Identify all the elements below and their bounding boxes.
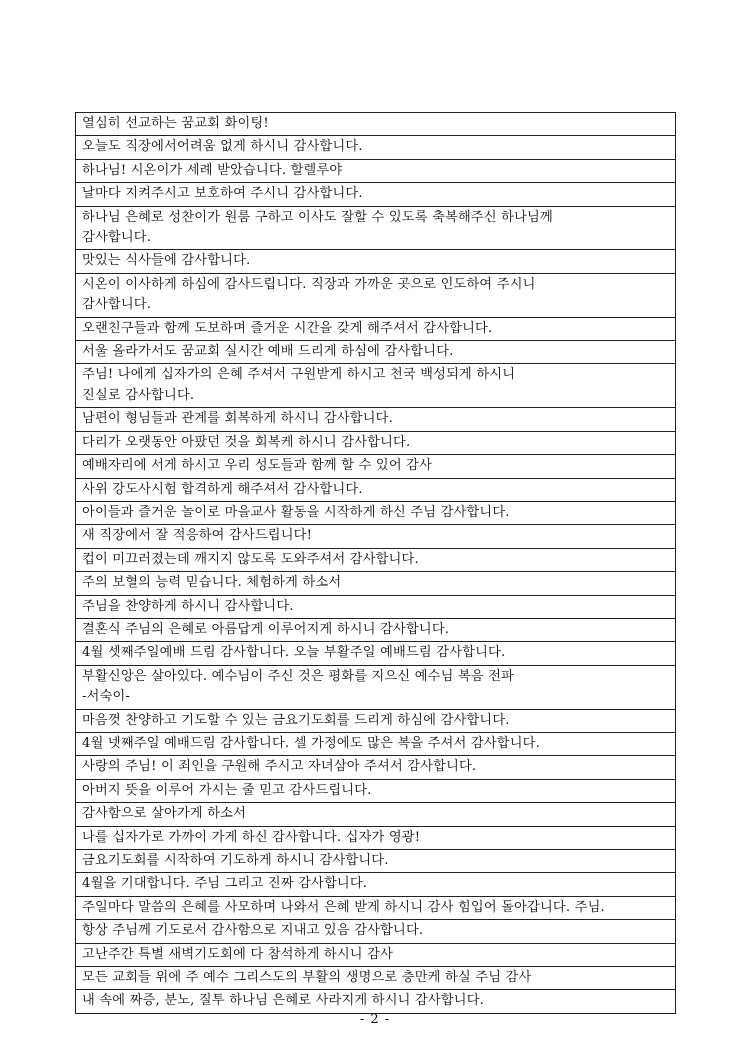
- table-row: [76, 317, 676, 340]
- table-row: [76, 779, 676, 802]
- table-cell: [76, 136, 676, 159]
- table-cell: [76, 850, 676, 873]
- prayer-text: 고난주간 특별 새벽기도회에 다 참석하게 하시니 감사: [82, 946, 394, 962]
- table-cell: [76, 920, 676, 943]
- table-cell: [76, 990, 676, 1013]
- table-row: [76, 341, 676, 364]
- prayer-text: 맛있는 식사들에 감사합니다.: [82, 253, 251, 269]
- page-number: - 2 -: [359, 1012, 391, 1027]
- table-row: [76, 525, 676, 548]
- prayer-text: 남편이 형님들과 관계를 회복하게 하시니 감사합니다.: [82, 411, 394, 427]
- prayer-text: 주일마다 말씀의 은혜를 사모하며 나와서 은혜 받게 하시니 감사 힘입어 돌아갑니다. 주님.: [82, 899, 605, 915]
- table-cell: [76, 455, 676, 478]
- table-row: [76, 595, 676, 618]
- prayer-text: 감사함으로 살아가게 하소서: [82, 806, 247, 822]
- table-row: [76, 618, 676, 641]
- table-cell: [76, 408, 676, 431]
- table-row: [76, 732, 676, 755]
- table-row: [76, 826, 676, 849]
- table-cell: [76, 595, 676, 618]
- table-cell: [76, 250, 676, 273]
- table-row: [76, 478, 676, 501]
- table-row: [76, 431, 676, 454]
- prayer-text: 오늘도 직장에서어려움 없게 하시니 감사합니다.: [82, 139, 363, 155]
- table-row: [76, 408, 676, 431]
- table-cell: [76, 525, 676, 548]
- table-row: [76, 665, 676, 709]
- prayer-text: 주님을 찬양하게 하시니 감사합니다.: [82, 598, 294, 614]
- table-row: [76, 548, 676, 571]
- prayer-text: 나를 십자가로 가까이 가게 하신 감사합니다. 십자가 영광!: [82, 829, 421, 845]
- table-row: [76, 364, 676, 408]
- table-cell: [76, 642, 676, 665]
- prayer-text: 하나님! 시온이가 세례 받았습니다. 할렐루야: [82, 162, 343, 178]
- table-cell: [76, 317, 676, 340]
- table-cell: [76, 431, 676, 454]
- table-row: [76, 873, 676, 896]
- table-cell: [76, 273, 676, 317]
- table-cell: [76, 501, 676, 524]
- table-cell: [76, 896, 676, 919]
- prayer-text: 하나님 은혜로 성찬이가 원룸 구하고 이사도 잘할 수 있도록 축복해주신 하나님께 감사합니다.: [82, 209, 553, 246]
- table-row: [76, 803, 676, 826]
- table-row: [76, 756, 676, 779]
- table-cell: [76, 618, 676, 641]
- prayer-text: 아이들과 즐거운 놀이로 마을교사 활동을 시작하게 하신 주님 감사합니다.: [82, 504, 510, 520]
- table-cell: [76, 478, 676, 501]
- prayer-text: 사위 강도사시험 합격하게 해주셔서 감사합니다.: [82, 481, 363, 497]
- prayer-text: 결혼식 주님의 은혜로 아름답게 이루어지게 하시니 감사합니다.: [82, 621, 450, 637]
- table-row: [76, 920, 676, 943]
- table-row: [76, 273, 676, 317]
- table-row: [76, 896, 676, 919]
- table-row: [76, 990, 676, 1013]
- table-row: [76, 709, 676, 732]
- table-cell: [76, 341, 676, 364]
- table-cell: [76, 803, 676, 826]
- table-cell: [76, 572, 676, 595]
- table-cell: [76, 826, 676, 849]
- table-row: [76, 206, 676, 250]
- prayer-text: 다리가 오랫동안 아팠던 것을 회복케 하시니 감사합니다.: [82, 434, 411, 450]
- prayer-text: 주의 보혈의 능력 믿습니다. 체험하게 하소서: [82, 575, 342, 591]
- prayer-text: 컵이 미끄러졌는데 깨지지 않도록 도와주셔서 감사합니다.: [82, 551, 419, 567]
- table-row: [76, 943, 676, 966]
- prayer-list-table: [75, 112, 676, 1014]
- prayer-text: 날마다 지켜주시고 보호하여 주시니 감사합니다.: [82, 186, 363, 202]
- table-row: [76, 250, 676, 273]
- prayer-list-body: [76, 113, 676, 1014]
- table-row: [76, 572, 676, 595]
- prayer-text: 새 직장에서 잘 적응하여 감사드립니다!: [82, 528, 313, 544]
- table-row: [76, 501, 676, 524]
- prayer-text: 서울 올라가서도 꿈교회 실시간 예배 드리게 하심에 감사합니다.: [82, 344, 454, 360]
- table-cell: [76, 364, 676, 408]
- table-cell: [76, 709, 676, 732]
- table-row: [76, 642, 676, 665]
- prayer-text: 오랜친구들과 함께 도보하며 즐거운 시간을 갖게 해주셔서 감사합니다.: [82, 320, 493, 336]
- table-row: [76, 159, 676, 182]
- table-cell: [76, 206, 676, 250]
- table-row: [76, 183, 676, 206]
- table-cell: [76, 756, 676, 779]
- prayer-text: 금요기도회를 시작하여 기도하게 하시니 감사합니다.: [82, 853, 389, 868]
- table-cell: [76, 967, 676, 990]
- table-row: [76, 455, 676, 478]
- table-cell: [76, 113, 676, 136]
- prayer-text: 마음껏 찬양하고 기도할 수 있는 금요기도회를 드리게 하심에 감사합니다.: [82, 712, 510, 728]
- table-cell: [76, 665, 676, 709]
- table-cell: [76, 183, 676, 206]
- prayer-text: 4월을 기대합니다. 주님 그리고 진짜 감사합니다.: [82, 876, 368, 892]
- prayer-text: 내 속에 짜증, 분노, 질투 하나님 은혜로 사라지게 하시니 감사합니다.: [82, 993, 485, 1009]
- prayer-text: 예배자리에 서게 하시고 우리 성도들과 함께 할 수 있어 감사: [82, 458, 433, 474]
- table-cell: [76, 732, 676, 755]
- prayer-text: 열심히 선교하는 꿈교회 화이팅!: [82, 116, 269, 131]
- prayer-text: 부활신앙은 살아있다. 예수님이 주신 것은 평화를 지으신 예수님 복음 전파 -서숙이-: [82, 668, 515, 705]
- table-row: [76, 136, 676, 159]
- table-row: [76, 967, 676, 990]
- table-row: [76, 850, 676, 873]
- prayer-text: 4월 셋째주일예배 드림 감사합니다. 오늘 부활주일 예배드림 감사합니다.: [82, 645, 506, 661]
- prayer-text: 주님! 나에게 십자가의 은혜 주셔서 구원받게 하시고 천국 백성되게 하시니 진실로 감사합니다.: [82, 367, 516, 403]
- prayer-text: 시온이 이사하게 하심에 감사드립니다. 직장과 가까운 곳으로 인도하여 주시니 감사합니다.: [82, 276, 536, 313]
- prayer-text: 항상 주님께 기도로서 감사함으로 지내고 있음 감사합니다.: [82, 923, 424, 939]
- table-cell: [76, 873, 676, 896]
- table-row: [76, 113, 676, 136]
- prayer-text: 모든 교회들 위에 주 예수 그리스도의 부활의 생명으로 충만케 하실 주님 감사: [82, 970, 532, 986]
- prayer-text: 사랑의 주님! 이 죄인을 구원해 주시고 자녀삼아 주셔서 감사합니다.: [82, 759, 477, 775]
- table-cell: [76, 779, 676, 802]
- prayer-text: 아버지 뜻을 이루어 가시는 줄 믿고 감사드립니다.: [82, 782, 372, 798]
- table-cell: [76, 943, 676, 966]
- table-cell: [76, 548, 676, 571]
- table-cell: [76, 159, 676, 182]
- prayer-text: 4월 넷째주일 예배드림 감사합니다. 셀 가정에도 많은 복을 주셔서 감사합니다.: [82, 735, 541, 751]
